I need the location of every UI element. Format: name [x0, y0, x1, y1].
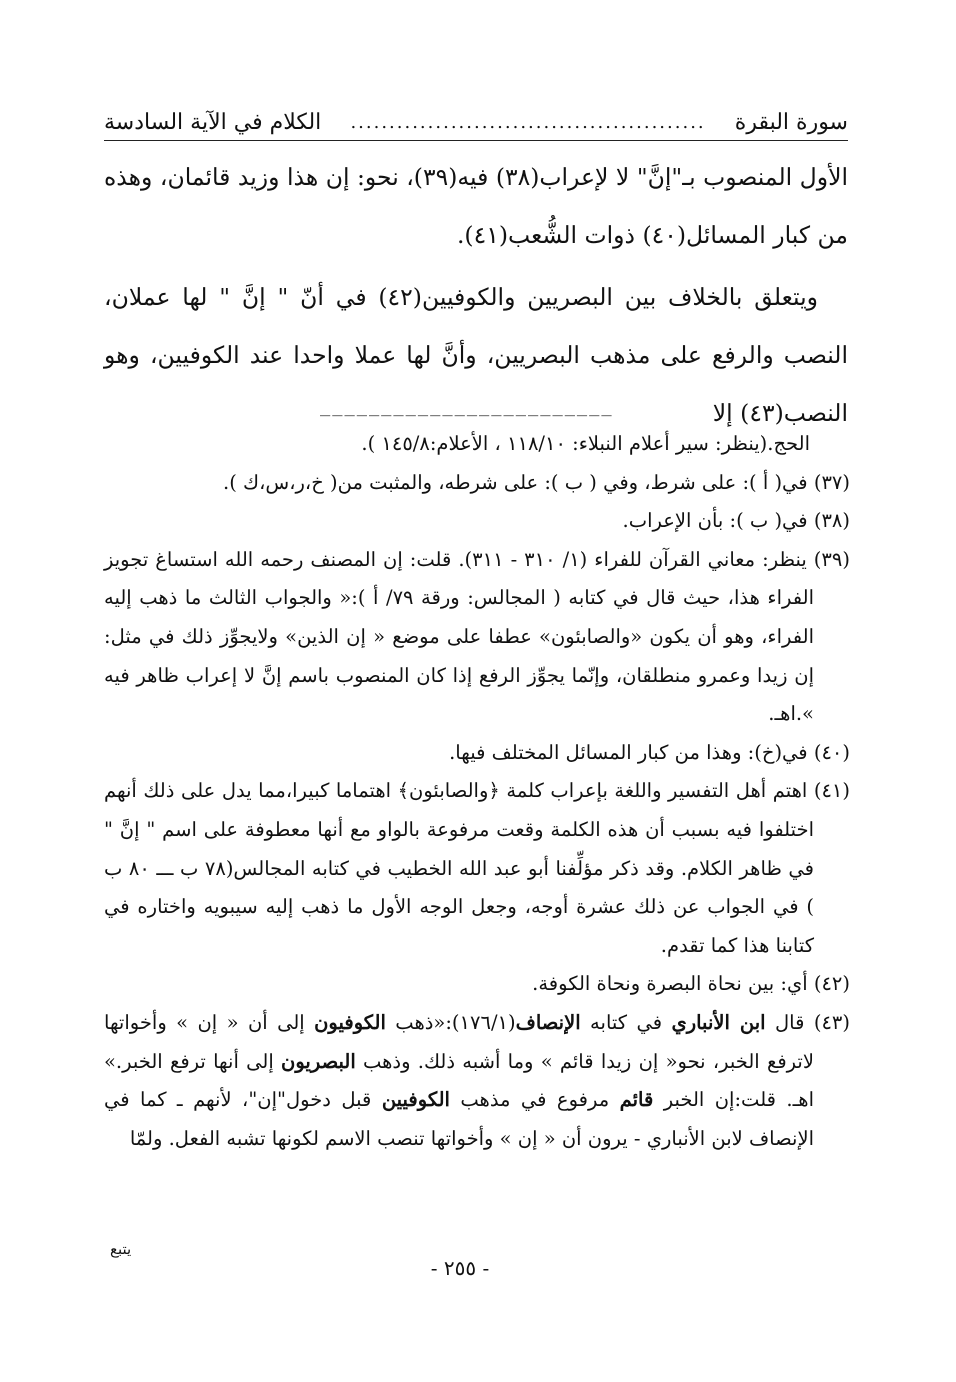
- footnote-43-qaim: قائم: [619, 1088, 654, 1112]
- footnote-39: (٣٩) ينظر: معاني القرآن للفراء (١/ ٣١٠ - ٣١١). قلت: إن المصنف رحمه الله استساغ تجويز الفراء هذا، حيث قال في كتابه ( المجالس: ورقة ٧٩/ أ ):« والجواب الثالث ما ذهب إليه الفراء، وهو أن يكون «والصابئون» عطفا على موضع « إن الذين» ولايجوِّز ذلك في مثل: إن زيدا وعمرو منطلقان، وإنّما يجوِّز الرفع إذا كان المنصوب باسم إنَّ لا إعراب ظاهر فيه ».اهـ.: [104, 547, 850, 726]
- header-leader-dots: ..............................................: [350, 111, 706, 133]
- footnote-43-part: قبل دخول"إن"، لأنهم ـ كما في الإنصاف لابن الأنباري - يرون أن « إن » وأخواتها تنصب الاسم لكونها تشبه الفعل. ولمّا: [104, 1088, 814, 1150]
- footnote-43-basrans: البصريون: [281, 1049, 356, 1073]
- footnote-40: (٤٠) في(خ): وهذا من كبار المسائل المختلف فيها.: [449, 740, 850, 764]
- footnote-43-kufans: الكوفيون: [314, 1010, 386, 1034]
- footnote-37: (٣٧) في( أ ): على شرط، وفي ( ب ): على شرطه، والمثبت من( خ،ر،س،ك ).: [223, 470, 850, 494]
- header-surah: سورة البقرة: [734, 109, 848, 135]
- footnote-43-author: ابن الأنباري: [671, 1010, 766, 1034]
- catchword: يتبع: [110, 1240, 132, 1258]
- footnotes: [104, 425, 850, 1158]
- footnote-43-part: (١٧٦/١):«ذهب: [385, 1010, 516, 1034]
- footnote-43-part: مرفوع في مذهب: [449, 1088, 620, 1112]
- footnote-separator: ________________________: [320, 397, 614, 417]
- header-section-title: الكلام في الآية السادسة: [104, 109, 322, 135]
- footnote-38: (٣٨) في( ب ): بأن الإعراب.: [622, 509, 850, 533]
- footnote-41: (٤١) اهتم أهل التفسير واللغة بإعراب كلمة ﴿والصابئون﴾ اهتماما كبيرا،مما يدل على ذلك أنهم اختلفوا فيه بسبب أن هذه الكلمة وقعت مرفوعة بالواو مع أنها معطوفة على اسم " إنَّ " في ظاهر الكلام. وقد ذكر مؤلِّفنا أبو عبد الله الخطيب في كتابه المجالس(٧٨ ب ـــ ٨٠ ب ) في الجواب عن ذلك عشرة أوجه، وجعل الوجه الأول ما ذهب إليه سيبويه واختاره في كتابنا هذا كما تقدم.: [104, 779, 850, 957]
- main-paragraph-1: الأول المنصوب بـ"إنَّ" لا لإعراب(٣٨) فيه(٣٩)، نحو: إن هذا وزيد قائمان، وهذه من كبار المسائل(٤٠) ذوات الشُّعب(٤١).: [104, 163, 848, 249]
- footnote-36-continuation: الحج.(ينظر: سير أعلام النبلاء: ١١٨/١٠ ، الأعلام:١٤٥/٨ ).: [361, 432, 810, 455]
- footnote-42: (٤٢) أي: بين نحاة البصرة ونحاة الكوفة.: [532, 972, 850, 996]
- main-paragraph-2: ويتعلق بالخلاف بين البصريين والكوفيين(٤٢) في أنّ " إنَّ " لها عملان، النصب والرفع على مذهب البصريين، وأنَّ لها عملا واحدا عند الكوفيين، وهو النصب(٤٣) إلا: [104, 283, 848, 427]
- footnote-43-part: (٤٣) قال: [765, 1010, 850, 1034]
- footnote-43-book-title: الإنصاف: [515, 1010, 581, 1034]
- page-number: - ٢٥٥ -: [430, 1256, 490, 1280]
- footnote-43-part: في كتابه: [580, 1010, 672, 1034]
- footnote-43-kufans-2: الكوفيين: [381, 1088, 450, 1112]
- footnote-43-part: إلى أنها ترفع الخبر.» اهـ. قلت:إن الخبر: [104, 1049, 815, 1112]
- footnote-43-part: إلى أن « إن » وأخواتها لاترفع الخبر، نحو« إن زيدا قائم » وما أشبه ذلك. وذهب: [104, 1010, 814, 1073]
- running-header: [104, 104, 848, 141]
- footnote-43: [104, 1004, 850, 1158]
